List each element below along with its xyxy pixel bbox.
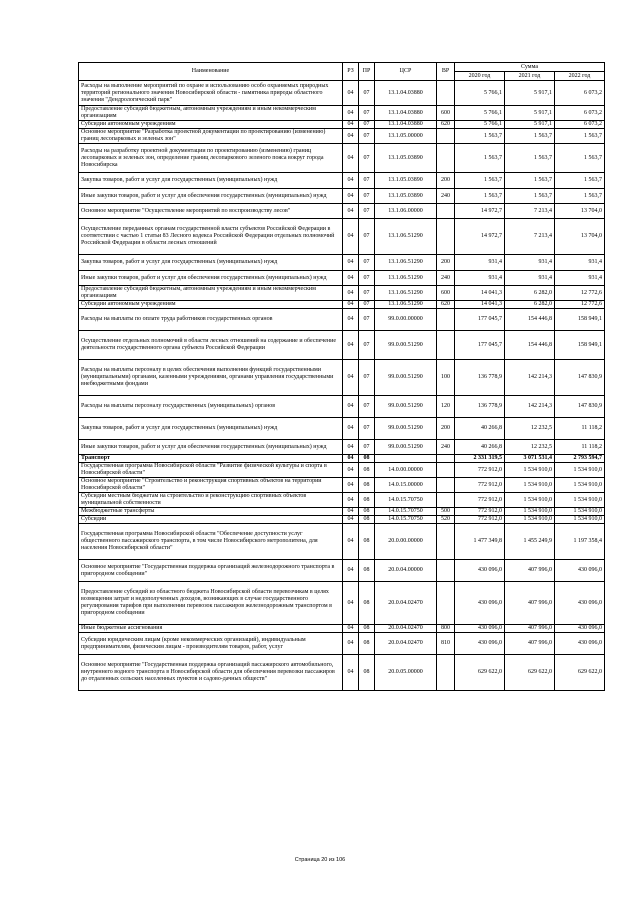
cell-2021: 407 996,0 <box>505 625 555 633</box>
cell-name: Осуществление отдельных полномочий в области лесных отношений на содержание и обеспечение деятельности государственного органа субъекта Российской Федерации <box>79 331 343 360</box>
cell-vr: 520 <box>437 516 455 524</box>
cell-2020: 14 972,7 <box>455 204 505 219</box>
cell-csr: 14.0.00.00000 <box>375 463 437 478</box>
table-row <box>79 204 605 219</box>
cell-2022: 147 830,9 <box>555 396 605 418</box>
cell-csr <box>375 455 437 463</box>
cell-2021: 931,4 <box>505 271 555 286</box>
cell-2022: 931,4 <box>555 271 605 286</box>
table-body <box>79 81 605 691</box>
cell-csr: 13.1.04.03880 <box>375 106 437 121</box>
cell-2020: 14 972,7 <box>455 219 505 255</box>
cell-pr: 07 <box>359 255 375 271</box>
table-row <box>79 286 605 301</box>
cell-pr: 08 <box>359 493 375 508</box>
cell-vr <box>437 219 455 255</box>
cell-name: Субсидии <box>79 516 343 524</box>
cell-vr: 200 <box>437 173 455 189</box>
cell-2022: 430 096,0 <box>555 633 605 655</box>
cell-csr: 13.1.05.00000 <box>375 129 437 144</box>
cell-csr: 14.0.15.70750 <box>375 508 437 516</box>
cell-csr: 13.1.05.03890 <box>375 173 437 189</box>
cell-csr: 13.1.06.51290 <box>375 219 437 255</box>
cell-2020: 629 622,0 <box>455 655 505 691</box>
cell-pr: 08 <box>359 560 375 582</box>
cell-2021: 12 232,5 <box>505 440 555 455</box>
cell-vr <box>437 81 455 106</box>
cell-2022: 12 772,6 <box>555 286 605 301</box>
cell-name: Иные бюджетные ассигнования <box>79 625 343 633</box>
col-header-pr: ПР <box>359 63 375 81</box>
table-row <box>79 144 605 173</box>
cell-2022: 12 772,6 <box>555 301 605 309</box>
table-row <box>79 331 605 360</box>
cell-2020: 5 766,1 <box>455 106 505 121</box>
cell-rz: 04 <box>343 560 359 582</box>
cell-2021: 1 534 910,0 <box>505 508 555 516</box>
cell-2020: 430 096,0 <box>455 625 505 633</box>
cell-vr <box>437 331 455 360</box>
cell-name: Субсидии автономным учреждениям <box>79 121 343 129</box>
cell-rz: 04 <box>343 455 359 463</box>
cell-name: Закупка товаров, работ и услуг для государственных (муниципальных) нужд <box>79 418 343 440</box>
cell-2022: 158 949,1 <box>555 331 605 360</box>
cell-pr: 07 <box>359 121 375 129</box>
cell-rz: 04 <box>343 440 359 455</box>
table-row <box>79 396 605 418</box>
cell-rz: 04 <box>343 360 359 396</box>
cell-2020: 772 912,0 <box>455 463 505 478</box>
page-number: Страница 20 из 106 <box>294 857 346 863</box>
cell-2021: 154 446,8 <box>505 309 555 331</box>
cell-name: Субсидии юридическим лицам (кроме некоммерческих организаций), индивидуальным предпринимателям, физическим лицам - производителям товаров, работ, услуг <box>79 633 343 655</box>
cell-2020: 40 266,8 <box>455 418 505 440</box>
table-row <box>79 633 605 655</box>
cell-name: Субсидии местным бюджетам на строительство и реконструкцию спортивных объектов муниципальной собственности <box>79 493 343 508</box>
cell-rz: 04 <box>343 301 359 309</box>
cell-2021: 142 214,3 <box>505 396 555 418</box>
cell-vr: 500 <box>437 508 455 516</box>
cell-2020: 177 045,7 <box>455 309 505 331</box>
cell-2022: 2 793 594,7 <box>555 455 605 463</box>
cell-name: Расходы на выплаты персоналу государственных (муниципальных) органов <box>79 396 343 418</box>
col-header-2020: 2020 год <box>455 72 505 81</box>
cell-vr <box>437 129 455 144</box>
cell-2020: 772 912,0 <box>455 516 505 524</box>
cell-vr: 810 <box>437 633 455 655</box>
cell-vr <box>437 478 455 493</box>
cell-2020: 772 912,0 <box>455 478 505 493</box>
cell-vr <box>437 524 455 560</box>
cell-2020: 2 331 319,5 <box>455 455 505 463</box>
cell-2021: 1 534 910,0 <box>505 493 555 508</box>
cell-vr: 600 <box>437 106 455 121</box>
cell-pr: 07 <box>359 301 375 309</box>
cell-2022: 6 073,2 <box>555 81 605 106</box>
col-header-sum: Сумма <box>455 63 605 72</box>
cell-2021: 3 071 531,4 <box>505 455 555 463</box>
cell-2022: 931,4 <box>555 255 605 271</box>
col-header-2021: 2021 год <box>505 72 555 81</box>
cell-name: Иные закупки товаров, работ и услуг для обеспечения государственных (муниципальных) нужд <box>79 271 343 286</box>
cell-vr: 240 <box>437 440 455 455</box>
cell-name: Расходы на выплаты персоналу в целях обеспечения выполнения функций государственными (муниципальными) органами, казенными учреждениями, органами управления государственными внебюджетными фондами <box>79 360 343 396</box>
cell-rz: 04 <box>343 582 359 625</box>
col-header-2022: 2022 год <box>555 72 605 81</box>
cell-2022: 11 118,2 <box>555 440 605 455</box>
table-row <box>79 309 605 331</box>
cell-name: Осуществление переданных органам государственной власти субъектов Российской Федерации в соответствии с частью 1 статьи 83 Лесного кодекса Российской Федерации отдельных полномочий Российской Федерации в области лесных отношений <box>79 219 343 255</box>
cell-name: Предоставление субсидий из областного бюджета Новосибирской области перевозчикам в целях возмещения затрат и недополученных доходов, возникающих в случае государственного регулирования тарифов при выполнении перевозок пассажиров железнодорожным транспортом в пригородном сообщении <box>79 582 343 625</box>
cell-2020: 5 766,1 <box>455 81 505 106</box>
table-row <box>79 508 605 516</box>
cell-2021: 5 917,1 <box>505 81 555 106</box>
cell-name: Транспорт <box>79 455 343 463</box>
cell-2021: 6 282,0 <box>505 286 555 301</box>
cell-name: Предоставление субсидий бюджетным, автономным учреждениям и иным некоммерческим организациям <box>79 286 343 301</box>
table-row <box>79 463 605 478</box>
cell-vr: 100 <box>437 360 455 396</box>
cell-name: Основное мероприятие "Разработка проектной документации по проектированию (изменению) границ лесопарковых и зеленых зон" <box>79 129 343 144</box>
cell-rz: 04 <box>343 219 359 255</box>
cell-pr: 07 <box>359 331 375 360</box>
cell-pr: 07 <box>359 396 375 418</box>
cell-2021: 5 917,1 <box>505 106 555 121</box>
cell-vr <box>437 560 455 582</box>
table-row <box>79 81 605 106</box>
cell-2021: 7 213,4 <box>505 219 555 255</box>
cell-pr: 08 <box>359 463 375 478</box>
cell-vr: 620 <box>437 301 455 309</box>
cell-2021: 1 563,7 <box>505 129 555 144</box>
cell-vr <box>437 144 455 173</box>
cell-rz: 04 <box>343 463 359 478</box>
table-row <box>79 418 605 440</box>
cell-2022: 1 534 910,0 <box>555 478 605 493</box>
cell-2020: 1 563,7 <box>455 144 505 173</box>
table-row <box>79 271 605 286</box>
cell-2022: 147 830,9 <box>555 360 605 396</box>
cell-name: Основное мероприятие "Государственная поддержка организаций железнодорожного транспорта в пригородном сообщении" <box>79 560 343 582</box>
cell-vr <box>437 655 455 691</box>
cell-rz: 04 <box>343 121 359 129</box>
cell-vr: 240 <box>437 189 455 204</box>
cell-pr: 08 <box>359 508 375 516</box>
table-row <box>79 189 605 204</box>
table-row <box>79 440 605 455</box>
cell-csr: 99.0.00.51290 <box>375 331 437 360</box>
cell-2021: 12 232,5 <box>505 418 555 440</box>
cell-csr: 14.0.15.00000 <box>375 478 437 493</box>
cell-vr <box>437 493 455 508</box>
cell-pr: 08 <box>359 478 375 493</box>
cell-pr: 07 <box>359 360 375 396</box>
cell-2022: 1 563,7 <box>555 144 605 173</box>
table-row <box>79 493 605 508</box>
cell-2021: 1 563,7 <box>505 173 555 189</box>
cell-name: Основное мероприятие "Осуществление мероприятий по воспроизводству лесов" <box>79 204 343 219</box>
cell-2022: 1 563,7 <box>555 173 605 189</box>
cell-rz: 04 <box>343 524 359 560</box>
cell-csr: 20.0.04.00000 <box>375 560 437 582</box>
col-header-vr: ВР <box>437 63 455 81</box>
cell-rz: 04 <box>343 331 359 360</box>
cell-2021: 407 996,0 <box>505 560 555 582</box>
cell-2021: 629 622,0 <box>505 655 555 691</box>
cell-2020: 430 096,0 <box>455 560 505 582</box>
cell-vr <box>437 309 455 331</box>
cell-pr: 08 <box>359 625 375 633</box>
cell-2022: 1 534 910,0 <box>555 508 605 516</box>
cell-2021: 1 534 910,0 <box>505 478 555 493</box>
cell-2022: 13 704,0 <box>555 219 605 255</box>
cell-rz: 04 <box>343 144 359 173</box>
cell-rz: 04 <box>343 508 359 516</box>
cell-pr: 07 <box>359 189 375 204</box>
cell-vr <box>437 463 455 478</box>
cell-2020: 430 096,0 <box>455 582 505 625</box>
cell-2022: 1 563,7 <box>555 129 605 144</box>
cell-pr: 08 <box>359 455 375 463</box>
cell-name: Основное мероприятие "Строительство и реконструкция спортивных объектов на территории Новосибирской области" <box>79 478 343 493</box>
cell-2020: 1 563,7 <box>455 129 505 144</box>
cell-2020: 14 041,3 <box>455 286 505 301</box>
cell-csr: 14.0.15.70750 <box>375 516 437 524</box>
table-row <box>79 524 605 560</box>
cell-2021: 154 446,8 <box>505 331 555 360</box>
table-row <box>79 478 605 493</box>
cell-name: Иные закупки товаров, работ и услуг для обеспечения государственных (муниципальных) нужд <box>79 440 343 455</box>
cell-pr: 07 <box>359 144 375 173</box>
table-row <box>79 121 605 129</box>
cell-2020: 931,4 <box>455 255 505 271</box>
cell-name: Закупка товаров, работ и услуг для государственных (муниципальных) нужд <box>79 255 343 271</box>
cell-2021: 931,4 <box>505 255 555 271</box>
cell-2022: 6 073,2 <box>555 106 605 121</box>
cell-2022: 430 096,0 <box>555 582 605 625</box>
cell-csr: 99.0.00.00000 <box>375 309 437 331</box>
cell-csr: 99.0.00.51290 <box>375 360 437 396</box>
table-row <box>79 655 605 691</box>
cell-csr: 99.0.00.51290 <box>375 396 437 418</box>
cell-2022: 1 197 358,4 <box>555 524 605 560</box>
cell-csr: 99.0.00.51290 <box>375 418 437 440</box>
cell-csr: 14.0.15.70750 <box>375 493 437 508</box>
cell-name: Закупка товаров, работ и услуг для государственных (муниципальных) нужд <box>79 173 343 189</box>
cell-vr: 240 <box>437 271 455 286</box>
table-row <box>79 455 605 463</box>
cell-name: Предоставление субсидий бюджетным, автономным учреждениям и иным некоммерческим организациям <box>79 106 343 121</box>
cell-pr: 08 <box>359 655 375 691</box>
cell-2022: 6 073,2 <box>555 121 605 129</box>
cell-csr: 13.1.04.03880 <box>375 121 437 129</box>
cell-pr: 07 <box>359 309 375 331</box>
table-row <box>79 106 605 121</box>
table-row <box>79 301 605 309</box>
cell-name: Основное мероприятие "Государственная поддержка организаций пассажирского автомобильного, внутреннего водного транспорта в Новосибирской области для обеспечения перевозки пассажиров до отдаленных сельских населенных пунктов и садово-дачных обществ" <box>79 655 343 691</box>
cell-rz: 04 <box>343 418 359 440</box>
cell-2022: 158 949,1 <box>555 309 605 331</box>
cell-csr: 20.0.00.00000 <box>375 524 437 560</box>
cell-name: Расходы на выплаты по оплате труда работников государственных органов <box>79 309 343 331</box>
col-header-csr: ЦСР <box>375 63 437 81</box>
cell-rz: 04 <box>343 633 359 655</box>
cell-2022: 1 534 910,0 <box>555 493 605 508</box>
cell-name: Расходы на выполнение мероприятий по охране и использованию особо охраняемых природных территорий регионального значения Новосибирской области - памятника природы областного значения "Дендрологический парк" <box>79 81 343 106</box>
cell-rz: 04 <box>343 129 359 144</box>
cell-rz: 04 <box>343 655 359 691</box>
cell-vr: 200 <box>437 418 455 440</box>
cell-2020: 430 096,0 <box>455 633 505 655</box>
cell-pr: 07 <box>359 271 375 286</box>
cell-csr: 13.1.04.03880 <box>375 81 437 106</box>
table-row <box>79 173 605 189</box>
cell-vr <box>437 455 455 463</box>
cell-2022: 13 704,0 <box>555 204 605 219</box>
cell-csr: 20.0.04.02470 <box>375 625 437 633</box>
cell-pr: 07 <box>359 173 375 189</box>
cell-csr: 20.0.04.02470 <box>375 582 437 625</box>
cell-pr: 07 <box>359 219 375 255</box>
cell-2022: 1 563,7 <box>555 189 605 204</box>
cell-2020: 1 563,7 <box>455 173 505 189</box>
table-row <box>79 219 605 255</box>
cell-pr: 07 <box>359 81 375 106</box>
cell-pr: 08 <box>359 633 375 655</box>
cell-2022: 629 622,0 <box>555 655 605 691</box>
cell-vr <box>437 204 455 219</box>
cell-pr: 08 <box>359 516 375 524</box>
cell-2021: 1 563,7 <box>505 144 555 173</box>
cell-rz: 04 <box>343 396 359 418</box>
cell-2022: 430 096,0 <box>555 625 605 633</box>
cell-pr: 08 <box>359 524 375 560</box>
cell-pr: 07 <box>359 286 375 301</box>
cell-csr: 13.1.06.51290 <box>375 271 437 286</box>
cell-pr: 07 <box>359 440 375 455</box>
cell-vr: 800 <box>437 625 455 633</box>
cell-2021: 6 282,0 <box>505 301 555 309</box>
cell-2021: 407 996,0 <box>505 633 555 655</box>
cell-2021: 1 455 249,9 <box>505 524 555 560</box>
cell-2020: 177 045,7 <box>455 331 505 360</box>
cell-rz: 04 <box>343 286 359 301</box>
cell-rz: 04 <box>343 516 359 524</box>
table-row <box>79 516 605 524</box>
cell-vr <box>437 582 455 625</box>
cell-2021: 1 534 910,0 <box>505 516 555 524</box>
cell-name: Государственная программа Новосибирской области "Обеспечение доступности услуг общественного пассажирского транспорта, в том числе Новосибирского метрополитена, для населения Новосибирской области" <box>79 524 343 560</box>
cell-name: Субсидии автономным учреждениям <box>79 301 343 309</box>
cell-csr: 13.1.06.51290 <box>375 255 437 271</box>
col-header-rz: РЗ <box>343 63 359 81</box>
cell-csr: 13.1.06.51290 <box>375 301 437 309</box>
cell-rz: 04 <box>343 189 359 204</box>
cell-name: Межбюджетные трансферты <box>79 508 343 516</box>
table-row <box>79 582 605 625</box>
table-row <box>79 560 605 582</box>
cell-csr: 20.0.04.02470 <box>375 633 437 655</box>
cell-vr: 600 <box>437 286 455 301</box>
cell-name: Иные закупки товаров, работ и услуг для обеспечения государственных (муниципальных) нужд <box>79 189 343 204</box>
cell-pr: 08 <box>359 582 375 625</box>
table-row <box>79 360 605 396</box>
cell-2021: 142 214,3 <box>505 360 555 396</box>
cell-2022: 1 534 910,0 <box>555 463 605 478</box>
table-row <box>79 129 605 144</box>
cell-rz: 04 <box>343 81 359 106</box>
table-row <box>79 255 605 271</box>
cell-2022: 430 096,0 <box>555 560 605 582</box>
cell-rz: 04 <box>343 106 359 121</box>
cell-2020: 136 778,9 <box>455 396 505 418</box>
cell-2020: 5 766,1 <box>455 121 505 129</box>
cell-2020: 772 912,0 <box>455 493 505 508</box>
cell-2021: 1 534 910,0 <box>505 463 555 478</box>
cell-2020: 772 912,0 <box>455 508 505 516</box>
cell-2021: 5 917,1 <box>505 121 555 129</box>
cell-vr: 200 <box>437 255 455 271</box>
cell-rz: 04 <box>343 271 359 286</box>
cell-2020: 40 266,8 <box>455 440 505 455</box>
cell-2020: 1 563,7 <box>455 189 505 204</box>
cell-2022: 1 534 910,0 <box>555 516 605 524</box>
cell-pr: 07 <box>359 106 375 121</box>
cell-2022: 11 118,2 <box>555 418 605 440</box>
cell-2020: 14 041,3 <box>455 301 505 309</box>
cell-csr: 13.1.05.03890 <box>375 189 437 204</box>
cell-csr: 13.1.06.51290 <box>375 286 437 301</box>
cell-rz: 04 <box>343 625 359 633</box>
cell-vr: 620 <box>437 121 455 129</box>
cell-rz: 04 <box>343 493 359 508</box>
cell-name: Государственная программа Новосибирской области "Развитие физической культуры и спорта в Новосибирской области" <box>79 463 343 478</box>
cell-vr: 120 <box>437 396 455 418</box>
cell-2020: 136 778,9 <box>455 360 505 396</box>
cell-rz: 04 <box>343 255 359 271</box>
cell-csr: 20.0.05.00000 <box>375 655 437 691</box>
cell-2020: 1 477 349,8 <box>455 524 505 560</box>
table-row <box>79 625 605 633</box>
budget-table <box>78 62 605 691</box>
col-header-name: Наименование <box>79 63 343 81</box>
cell-pr: 07 <box>359 204 375 219</box>
cell-pr: 07 <box>359 129 375 144</box>
cell-csr: 99.0.00.51290 <box>375 440 437 455</box>
cell-name: Расходы на разработку проектной документации по проектированию (изменению) границ лесопарковых и зеленых зон, определение границ лесопаркового зеленого пояса вокруг города Новосибирска <box>79 144 343 173</box>
cell-rz: 04 <box>343 173 359 189</box>
cell-rz: 04 <box>343 478 359 493</box>
cell-csr: 13.1.05.03890 <box>375 144 437 173</box>
cell-csr: 13.1.06.00000 <box>375 204 437 219</box>
cell-2021: 1 563,7 <box>505 189 555 204</box>
cell-rz: 04 <box>343 204 359 219</box>
cell-2021: 7 213,4 <box>505 204 555 219</box>
cell-pr: 07 <box>359 418 375 440</box>
cell-rz: 04 <box>343 309 359 331</box>
cell-2021: 407 996,0 <box>505 582 555 625</box>
cell-2020: 931,4 <box>455 271 505 286</box>
